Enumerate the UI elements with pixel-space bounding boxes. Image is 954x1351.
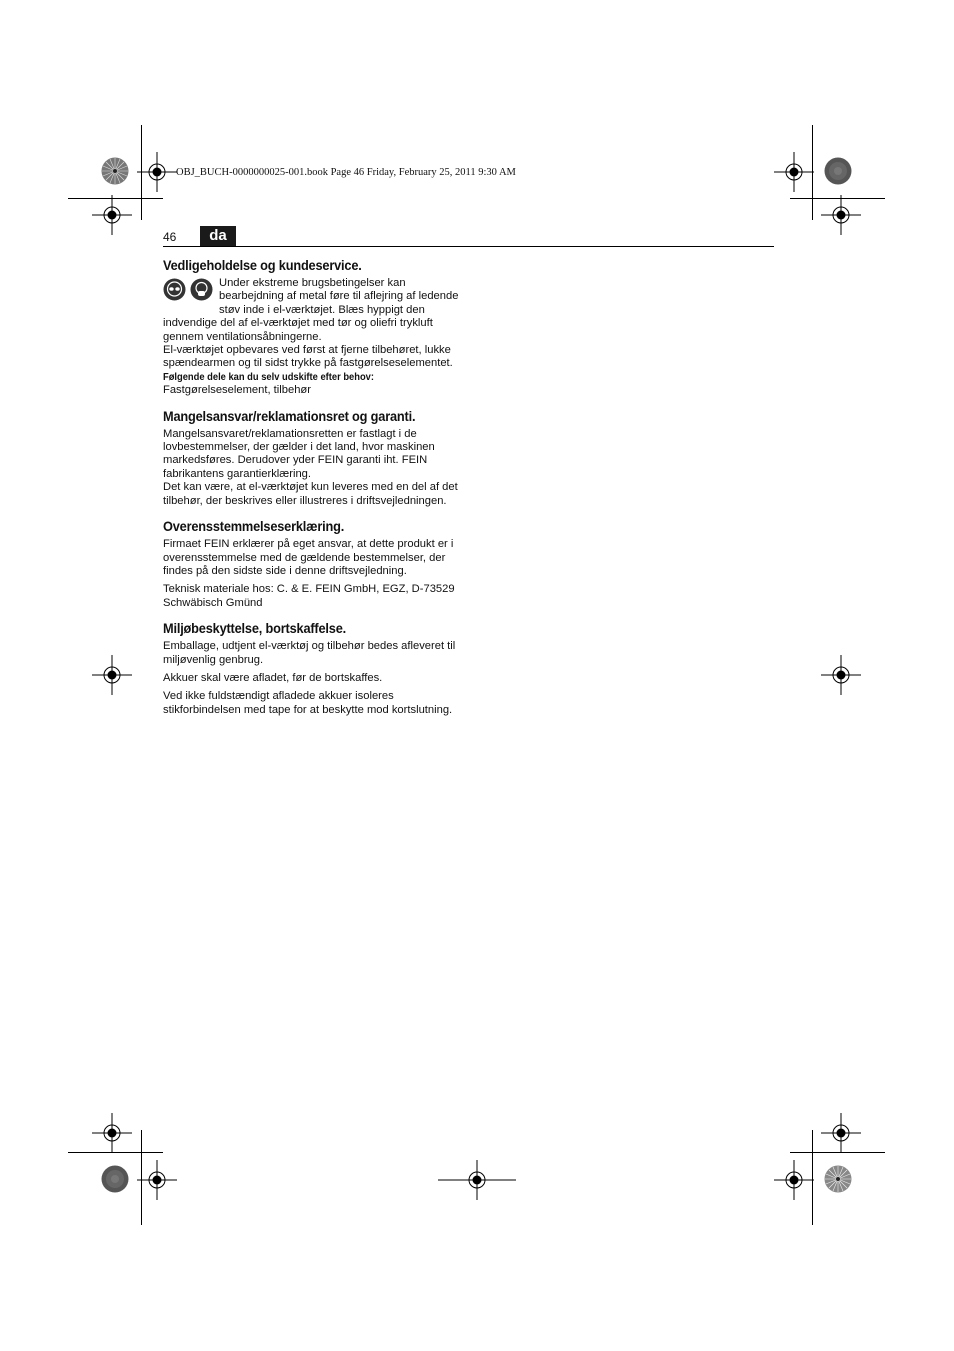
paragraph: El-værktøjet opbevares ved først at fjerne tilbehøret, lukke spændearmen og til sidst trykke på fastgørelseselementet. — [163, 344, 453, 370]
section-conformity — [163, 519, 463, 610]
starburst-target-icon — [824, 1165, 852, 1193]
paragraph: Fastgørelseselement, tilbehør — [163, 384, 311, 397]
registration-mark-icon — [821, 195, 861, 235]
page-number: 46 — [163, 230, 177, 244]
print-slug: OBJ_BUCH-0000000025-001.book Page 46 Friday, February 25, 2011 9:30 AM — [176, 167, 516, 178]
section-warranty — [163, 409, 463, 508]
section-heading: Mangelsansvar/reklamationsret og garanti. — [163, 408, 416, 425]
registration-mark-icon — [92, 195, 132, 235]
paragraph: Akkuer skal være afladet, før de bortskaffes. — [163, 671, 383, 684]
paragraph: Det kan være, at el-værktøjet kun leveres med en del af det tilbehør, der beskrives eller illustreres i driftsvejledningen. — [163, 481, 458, 507]
registration-mark-icon — [92, 1113, 132, 1153]
section-heading: Vedligeholdelse og kundeservice. — [163, 258, 362, 274]
paragraph: Firmaet FEIN erklærer på eget ansvar, at dette produkt er i overensstemmelse med de gældende bestemmelser, der findes på den sidste side i denne driftsvejledning. — [163, 538, 454, 577]
registration-mark-icon — [137, 152, 177, 192]
language-tab: da — [200, 226, 236, 246]
registration-mark-icon — [821, 1113, 861, 1153]
paragraph: Teknisk materiale hos: C. & E. FEIN GmbH, EGZ, D-73529 Schwäbisch Gmünd — [163, 583, 455, 609]
registration-mark-icon — [774, 1160, 814, 1200]
registration-mark-icon — [774, 152, 814, 192]
section-environment — [163, 621, 463, 717]
safety-icons — [163, 278, 215, 304]
section-heading: Overensstemmelseserklæring. — [163, 519, 345, 536]
paragraph: Under ekstreme brugsbetingelser kan bearbejdning af metal føre til aflejring af ledende støv inde i el-værktøjet. Blæs hyppigt den indvendige del af el-værktøjet med tør og oliefri trykluft gennem ventilationsåbningerne. — [163, 277, 459, 343]
content-column — [163, 258, 463, 728]
paragraph: Mangelsansvaret/reklamationsretten er fastlagt i de lovbestemmelser, der gælder i det land, hvor maskinen markedsføres. Derudover yder FEIN garanti iht. FEIN fabrikantens garantierklæring. — [163, 427, 435, 480]
registration-mark-icon — [137, 1160, 177, 1200]
paragraph: Emballage, udtjent el-værktøj og tilbehør bedes afleveret til miljøvenlig genbrug. — [163, 640, 456, 666]
section-maintenance — [163, 258, 463, 398]
registration-mark-icon — [92, 655, 132, 695]
eye-protection-icon — [163, 278, 186, 301]
section-heading: Miljøbeskyttelse, bortskaffelse. — [163, 621, 347, 638]
registration-mark-icon — [821, 655, 861, 695]
grey-target-icon — [101, 1165, 129, 1193]
subheading: Følgende dele kan du selv udskifte efter behov: — [163, 371, 374, 383]
grey-target-icon — [824, 157, 852, 185]
starburst-target-icon — [101, 157, 129, 185]
paragraph: Ved ikke fuldstændigt afladede akkuer isoleres stikforbindelsen med tape for at beskytte mod kortslutning. — [163, 690, 453, 716]
registration-mark-icon — [438, 1160, 516, 1200]
respirator-icon — [190, 278, 213, 301]
header-rule — [163, 246, 774, 247]
